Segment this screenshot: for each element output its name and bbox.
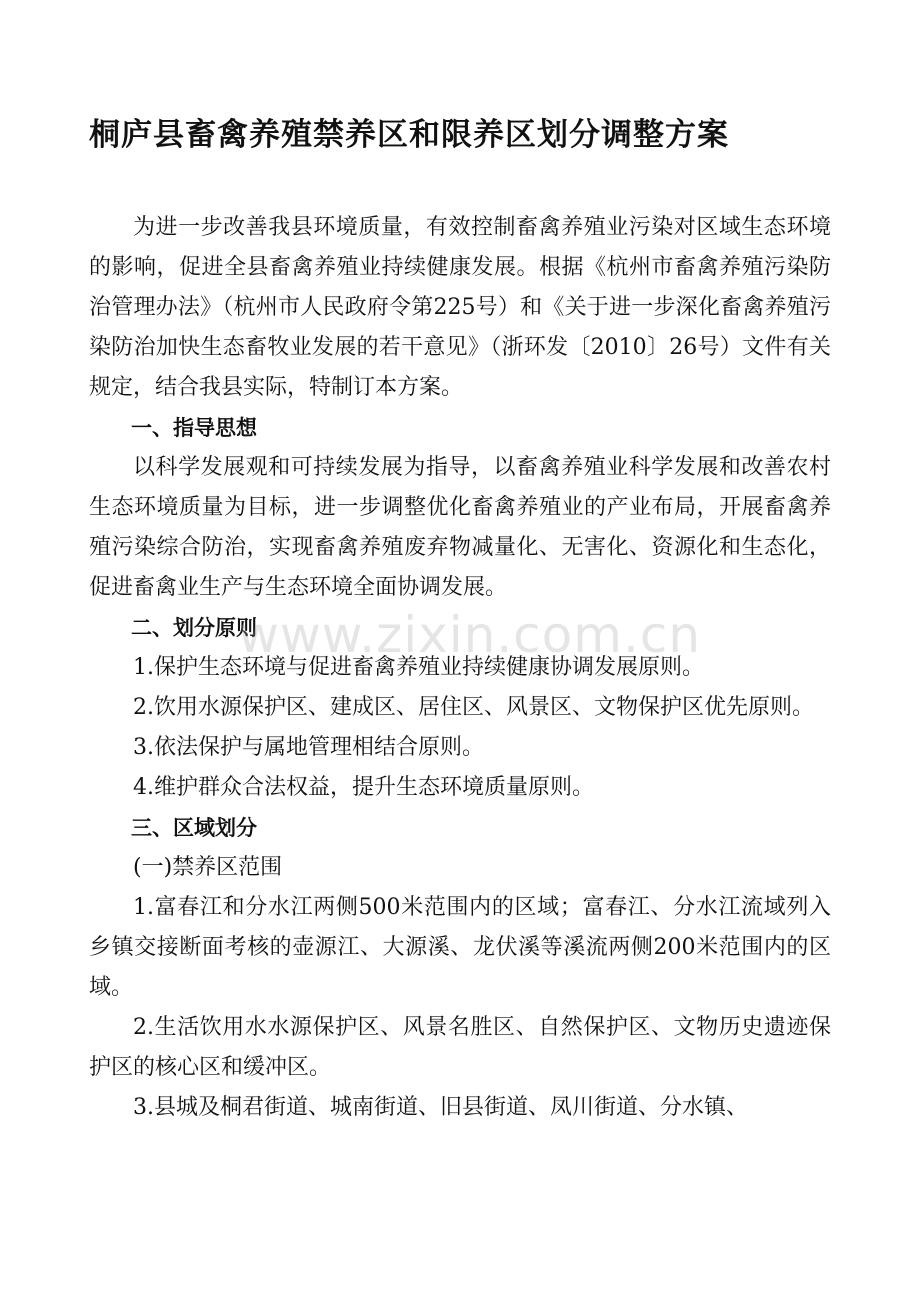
principle-item-2: 2.饮用水源保护区、建成区、居住区、风景区、文物保护区优先原则。 [133, 695, 814, 720]
guiding-ideology-paragraph: 以科学发展观和可持续发展为指导，以畜禽养殖业科学发展和改善农村生态环境质量为目标，进一步调整优化畜禽养殖业的产业布局，开展畜禽养殖污染综合防治，实现畜禽养殖废弃物减量化、无害化、资源化和生态化，促进畜禽业生产与生态环境全面协调发展。 [89, 455, 831, 600]
document-body [89, 208, 854, 1128]
principle-item-1: 1.保护生态环境与促进畜禽养殖业持续健康协调发展原则。 [133, 655, 704, 680]
watermark: www.zixin.com.cn [238, 606, 702, 664]
prohibited-zone-item-2: 2.生活饮用水水源保护区、风景名胜区、自然保护区、文物历史遗迹保护区的核心区和缓冲区。 [89, 1015, 831, 1080]
document-title: 桐庐县畜禽养殖禁养区和限养区划分调整方案 [89, 117, 729, 153]
principle-item-3: 3.依法保护与属地管理相结合原则。 [133, 735, 484, 760]
principle-item-4: 4.维护群众合法权益，提升生态环境质量原则。 [133, 775, 594, 800]
intro-paragraph: 为进一步改善我县环境质量，有效控制畜禽养殖业污染对区域生态环境的影响，促进全县畜禽养殖业持续健康发展。根据《杭州市畜禽养殖污染防治管理办法》（杭州市人民政府令第225号）和《关于进一步深化畜禽养殖污染防治加快生态畜牧业发展的若干意见》（浙环发〔2010〕26号）文件有关规定，结合我县实际，特制订本方案。 [89, 215, 831, 400]
section-heading-guiding-ideology: 一、指导思想 [131, 416, 257, 440]
prohibited-zone-item-1: 1.富春江和分水江两侧500米范围内的区域；富春江、分水江流域列入 乡镇交接断面考核的壶源江、大源溪、龙伏溪等溪流两侧200米范围内的区域。 [89, 895, 854, 1000]
section-heading-principles: 二、划分原则 [131, 616, 257, 640]
subsection-heading-prohibited-zone: (一)禁养区范围 [133, 855, 283, 880]
prohibited-zone-item-3: 3.县城及桐君街道、城南街道、旧县街道、凤川街道、分水镇、 [133, 1095, 748, 1120]
section-heading-zoning: 三、区域划分 [131, 816, 257, 840]
